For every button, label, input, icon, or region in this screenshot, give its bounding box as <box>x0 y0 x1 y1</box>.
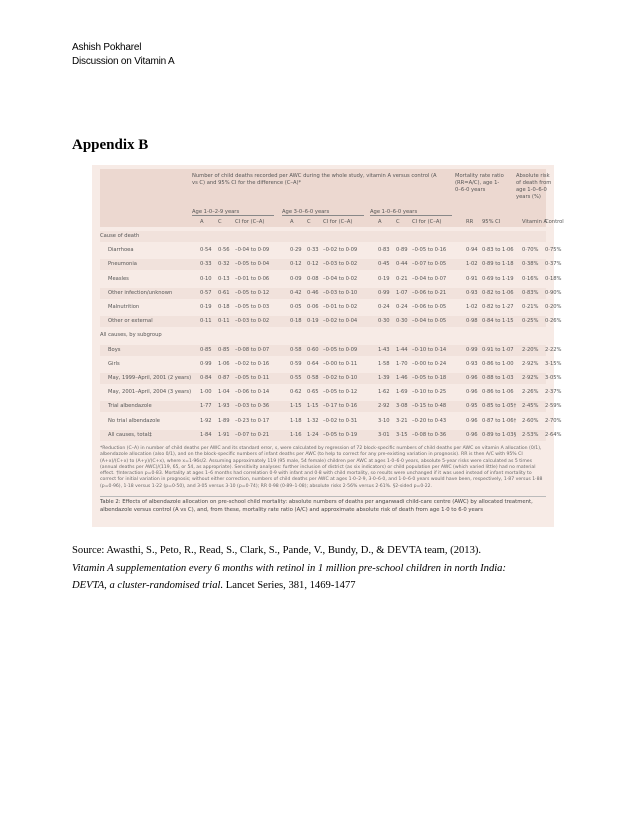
table-cell: –0·02 to 0·31 <box>323 417 358 424</box>
column-header: 95% CI <box>482 219 501 225</box>
table-cell: 0·10 <box>200 275 212 282</box>
table-row <box>100 245 562 256</box>
table-cell: 0·57 <box>200 289 212 296</box>
page-header <box>72 41 175 69</box>
table-cell: –0·02 to 0·09 <box>323 247 358 254</box>
author-name: Ashish Pokharel <box>72 42 142 53</box>
appendix-heading: Appendix B <box>72 137 149 153</box>
table-cell: 1·02 <box>466 304 478 310</box>
table-cell: 0·37% <box>545 261 562 268</box>
column-header: A <box>378 219 382 225</box>
table-cell: 0·38% <box>522 261 539 268</box>
table-cell: 1·77 <box>200 403 212 410</box>
table-row <box>100 302 562 313</box>
table-cell: 1·44 <box>396 346 408 353</box>
table-cell: 0·89 to 1·03§ <box>482 431 517 438</box>
table-cell: 1·32 <box>307 417 319 424</box>
table-caption: Table 2: Effects of albendazole allocation on pre-school child mortality: absolute numbers of deaths per anganwadi child-care centre (AWC) by allocated treatment, albendazole versus control (A vs C), and, from these, mortality rate ratio (A/C) and approximate absolute risk of death from age 1·0 to 6·0 years <box>100 496 546 514</box>
table-cell: 0·91 <box>466 275 478 282</box>
table-cell: 0·12 <box>307 261 319 268</box>
table-cell: 0·98 <box>466 318 478 325</box>
table-cell: 0·09 <box>290 275 302 282</box>
row-label: All causes, total‡ <box>108 431 152 438</box>
table-cell: 2·70% <box>545 417 562 424</box>
table-cell: 2·45% <box>522 403 539 410</box>
table-cell: 0·94 <box>466 247 478 254</box>
table-cell: 0·75% <box>545 247 562 254</box>
table-cell: 0·89 <box>396 247 408 254</box>
table-cell: 0·19 <box>200 304 212 310</box>
table-cell: 1·16 <box>290 431 302 438</box>
column-header: CI for (C–A) <box>412 219 442 225</box>
table-cell: 0·59 <box>290 360 302 367</box>
table-cell: –0·04 to 0·02 <box>323 275 358 282</box>
table-cell: 0·11 <box>218 318 230 325</box>
table-cell: –0·04 to 0·09 <box>235 247 270 254</box>
table-cell: 0·55 <box>290 375 302 381</box>
table-cell: 0·24 <box>378 304 390 310</box>
table-top-title: Number of child deaths recorded per AWC during the whole study, vitamin A versus control (A vs C) and 95% CI for the difference (C–A)* <box>192 173 437 186</box>
table-cell: 1·15 <box>307 403 319 410</box>
table-cell: –0·05 to 0·18 <box>412 375 447 381</box>
table-cell: 3·08 <box>396 403 408 410</box>
table-cell: 0·70% <box>522 247 539 254</box>
table-cell: –0·05 to 0·16 <box>412 247 447 254</box>
source-journal: Lancet Series, 381, 1469-1477 <box>223 580 356 591</box>
table-cell: 1·46 <box>396 375 408 381</box>
column-header: CI for (C–A) <box>323 219 353 225</box>
table-row <box>100 231 546 242</box>
table-ratio-title: Mortality rate ratio (RR=A/C), age 1-0–6-0 years <box>455 173 504 193</box>
table-cell: 0·99 <box>466 346 478 353</box>
table-cell: 0·06 <box>307 304 319 310</box>
column-header: C <box>396 219 400 225</box>
group-header-1: Age 1-0–2-9 years <box>192 209 274 216</box>
table-cell: 1·06 <box>218 360 230 367</box>
table-cell: 0·82 to 1·27 <box>482 304 514 310</box>
table-cell: 2·37% <box>545 389 562 396</box>
table-cell: –0·08 to 0·07 <box>235 346 270 353</box>
table-cell: –0·05 to 0·11 <box>235 375 270 381</box>
table-cell: 0·99 <box>378 289 390 296</box>
table-footnote: *Reduction (C–A) in number of child deaths per AWC and its standard error, s, were calculated by regression of 72 block-specific numbers of child deaths per AWC on vitamin A allocation (0/1), albendazole allocation (also 0/1), and on the block-specific numbers of infant deaths per AWC (to help to correct for any pre-existing variation in prognosis). RR is then A/C with 95% CI (A+x)/(C+x) to (A+y)/(C+x), where x=1·96s/2. Assuming approximately 119 (95 male, 54 female) children per AWC at ages 1·0–6·0 years, absolute 5-year risks were calculated as 5 times (annual deaths per AWC)/(119, 65, or 54, as appropriate). Sensitivity analyses: further inclusion of district (as six indicators) or child population per AWC (which varied little) had no material effect. †Interaction p=0·83. Mortality at ages 1–6 months had correlation 0·9 with infant and 0·8 with child mortality, so results were unchanged if it was used instead of infant mortality to correct for initial variation in prognosis; without either correction, numbers of child deaths per AWC at ages 1·0–2·9, 3·0–6·0, and 1·0–6·0 years would have been, respectively, 1·87 versus 1·88 (p=0·96), 1·18 versus 1·22 (p=0·50), and 3·05 versus 3·10 (p=0·74); RR 0·98 (0·89–1·08); absolute risks 2·56% versus 2·61%. §2-sided p=0·22. <box>100 446 543 489</box>
table-cell: 0·44 <box>396 261 408 268</box>
table-cell: –0·06 to 0·21 <box>412 289 447 296</box>
table-cell: 1·02 <box>466 261 478 268</box>
column-header: A <box>290 219 294 225</box>
table-cell: –0·06 to 0·05 <box>412 304 447 310</box>
table-row <box>100 359 562 370</box>
table-cell: –0·15 to 0·48 <box>412 403 447 410</box>
table-cell: 3·15% <box>545 360 562 367</box>
table-cell: 2·26% <box>522 389 539 396</box>
column-header: CI for (C–A) <box>235 219 265 225</box>
table-cell: –0·03 to 0·10 <box>323 289 358 296</box>
table-cell: 0·84 to 1·15 <box>482 318 514 325</box>
table-cell: 0·91 to 1·07 <box>482 346 514 353</box>
table-cell: –0·05 to 0·12 <box>235 289 270 296</box>
table-cell: 3·15 <box>396 431 408 438</box>
table-cell: 0·93 <box>466 360 478 367</box>
table-cell: 1·91 <box>218 431 230 438</box>
table-cell: –0·05 to 0·03 <box>235 304 270 310</box>
row-label: Girls <box>108 360 120 367</box>
source-title-line-1: Vitamin A supplementation every 6 months with retinol in 1 million pre-school children in north India: <box>72 562 507 574</box>
table-row <box>100 373 562 384</box>
table-cell: –0·05 to 0·19 <box>323 431 358 438</box>
table-cell: –0·00 to 0·24 <box>412 360 447 367</box>
table-cell: –0·03 to 0·36 <box>235 403 270 410</box>
row-label: Cause of death <box>100 233 140 239</box>
table-cell: –0·20 to 0·43 <box>412 417 447 424</box>
table-cell: 0·87 <box>218 375 230 381</box>
table-cell: 0·26% <box>545 318 562 325</box>
table-cell: 0·18 <box>218 304 230 310</box>
source-authors: Source: Awasthi, S., Peto, R., Read, S., Clark, S., Pande, V., Bundy, D., & DEVTA team, (2013). <box>72 545 482 556</box>
row-label: Measles <box>108 275 129 282</box>
column-header: Vitamin A <box>522 219 548 225</box>
table-cell: 0·83% <box>522 289 539 296</box>
table-cell: –0·10 to 0·14 <box>412 346 447 353</box>
table-cell: 0·32 <box>218 261 230 268</box>
table-cell: 1·92 <box>200 417 212 424</box>
table-cell: 2·60% <box>522 417 539 424</box>
table-cell: 0·99 <box>200 360 212 367</box>
table-cell: –0·05 to 0·04 <box>235 261 270 268</box>
table-cell: 0·86 to 1·00 <box>482 360 514 367</box>
table-cell: 2·20% <box>522 346 539 353</box>
row-label: Pneumonia <box>108 261 137 268</box>
table-cell: 0·18 <box>290 318 302 325</box>
table-cell: –0·07 to 0·05 <box>412 261 447 268</box>
row-label: Malnutrition <box>108 304 140 310</box>
column-header: Control <box>545 219 564 225</box>
table-row <box>100 430 562 441</box>
table-cell: 1·89 <box>218 417 230 424</box>
table-cell: 1·07 <box>396 289 408 296</box>
table-cell: 1·62 <box>378 389 390 396</box>
table-row <box>100 345 562 356</box>
table-cell: 0·42 <box>290 289 302 296</box>
table-risk-title: Absolute risk of death from age 1-0–6-0 years (%) <box>516 173 552 200</box>
table-cell: 1·43 <box>378 346 390 353</box>
table-cell: 0·13 <box>218 275 230 282</box>
table-cell: –0·10 to 0·25 <box>412 389 447 396</box>
table-cell: 0·95 <box>466 403 478 410</box>
table-cell: 0·85 <box>218 346 230 353</box>
table-cell: –0·23 to 0·17 <box>235 417 270 424</box>
table-cell: 0·18% <box>545 275 562 282</box>
table-cell: –0·01 to 0·06 <box>235 275 270 282</box>
table-cell: 0·65 <box>307 389 319 396</box>
table-cell: 1·00 <box>200 389 212 396</box>
table-cell: 3·05% <box>545 375 562 381</box>
table-cell: 1·69 <box>396 389 408 396</box>
table-cell: 0·89 to 1·18 <box>482 261 514 268</box>
table-cell: 0·96 <box>466 431 478 438</box>
table-row <box>100 259 562 270</box>
table-row <box>100 330 546 341</box>
table-cell: 0·33 <box>307 247 319 254</box>
table-cell: 0·19 <box>307 318 319 325</box>
table-cell: 0·19 <box>378 275 390 282</box>
table-cell: 0·96 <box>466 375 478 381</box>
row-label: Trial albendazole <box>108 403 152 410</box>
table-cell: 0·62 <box>290 389 302 396</box>
table-cell: 0·96 <box>466 417 478 424</box>
table-row <box>100 416 562 427</box>
table-cell: 2·53% <box>522 431 539 438</box>
table-cell: 1·39 <box>378 375 390 381</box>
group-header-3: Age 1-0–6-0 years <box>370 209 452 216</box>
table-cell: 0·64 <box>307 360 319 367</box>
table-cell: –0·02 to 0·16 <box>235 360 270 367</box>
table-cell: –0·04 to 0·07 <box>412 275 447 282</box>
row-label: Other or external <box>108 318 153 325</box>
table-cell: 1·18 <box>290 417 302 424</box>
column-header: C <box>307 219 311 225</box>
table-cell: 1·84 <box>200 431 212 438</box>
table-cell: 0·87 to 1·06† <box>482 417 517 424</box>
table-cell: –0·03 to 0·02 <box>235 318 270 325</box>
table-cell: 0·69 to 1·19 <box>482 275 514 282</box>
row-label: Diarrhoea <box>108 247 134 254</box>
table-cell: 2·59% <box>545 403 562 410</box>
table-cell: 0·08 <box>307 275 319 282</box>
table-cell: 0·29 <box>290 247 302 254</box>
table-cell: 3·10 <box>378 417 390 424</box>
table-cell: 0·86 to 1·06 <box>482 389 514 396</box>
table-cell: 0·25% <box>522 318 539 325</box>
table-cell: 0·33 <box>200 261 212 268</box>
table-cell: 0·45 <box>378 261 390 268</box>
table-cell: –0·03 to 0·02 <box>323 261 358 268</box>
table-cell: 0·83 to 1·06 <box>482 247 514 254</box>
table-cell: 2·22% <box>545 346 562 353</box>
table-cell: 0·60 <box>307 346 319 353</box>
table-cell: 0·85 to 1·05† <box>482 403 517 410</box>
table-cell: 2·92 <box>378 403 390 410</box>
table-cell: 0·82 to 1·06 <box>482 289 514 296</box>
table-cell: –0·01 to 0·02 <box>323 304 358 310</box>
table-cell: –0·02 to 0·04 <box>323 318 358 325</box>
table-cell: 0·88 to 1·03 <box>482 375 514 381</box>
table-row <box>100 274 562 285</box>
column-header: RR <box>466 219 474 225</box>
table-cell: 0·05 <box>290 304 302 310</box>
table-cell: 1·58 <box>378 360 390 367</box>
table-cell: 0·16% <box>522 275 539 282</box>
table-cell: 0·20% <box>545 304 562 310</box>
table-cell: 2·92% <box>522 360 539 367</box>
table-cell: 3·01 <box>378 431 390 438</box>
table-cell: 0·30 <box>396 318 408 325</box>
table-cell: 0·61 <box>218 289 230 296</box>
document-subtitle: Discussion on Vitamin A <box>72 56 175 67</box>
table-cell: –0·08 to 0·36 <box>412 431 447 438</box>
group-header-2: Age 3-0–6-0 years <box>282 209 364 216</box>
table-cell: 0·85 <box>200 346 212 353</box>
table-row <box>100 288 562 299</box>
table-cell: –0·17 to 0·16 <box>323 403 358 410</box>
table-cell: 2·92% <box>522 375 539 381</box>
source-title-line-2: DEVTA, a cluster-randomised trial. <box>72 580 224 591</box>
row-label: May, 2001–April, 2004 (3 years) <box>108 389 192 396</box>
table-cell: 0·46 <box>307 289 319 296</box>
table-row <box>100 316 562 327</box>
row-label: Boys <box>108 346 121 353</box>
table-cell: 0·24 <box>396 304 408 310</box>
table-image <box>92 165 564 527</box>
table-cell: 0·93 <box>466 289 478 296</box>
table-cell: 2·64% <box>545 431 562 438</box>
table-cell: –0·05 to 0·12 <box>323 389 358 396</box>
table-cell: 0·30 <box>378 318 390 325</box>
row-label: Other infection/unknown <box>108 289 173 296</box>
table-cell: –0·05 to 0·09 <box>323 346 358 353</box>
table-cell: –0·02 to 0·10 <box>323 375 358 381</box>
table-cell: 1·93 <box>218 403 230 410</box>
table-cell: 0·58 <box>290 346 302 353</box>
table-cell: 0·21% <box>522 304 539 310</box>
table-row <box>100 401 562 412</box>
source-citation <box>72 542 592 595</box>
table-cell: 0·21 <box>396 275 408 282</box>
table-cell: 0·54 <box>200 247 212 254</box>
table-cell: 0·90% <box>545 289 562 296</box>
column-header: C <box>218 219 222 225</box>
table-cell: 1·24 <box>307 431 319 438</box>
table-cell: 0·83 <box>378 247 390 254</box>
table-cell: 1·15 <box>290 403 302 410</box>
row-label: May, 1999–April, 2001 (2 years) <box>108 375 192 381</box>
column-header: A <box>200 219 204 225</box>
row-label: No trial albendazole <box>108 417 160 424</box>
table-cell: 1·04 <box>218 389 230 396</box>
table-cell: 0·56 <box>218 247 230 254</box>
table-cell: 3·21 <box>396 417 408 424</box>
table-cell: 0·11 <box>200 318 212 325</box>
table-cell: –0·06 to 0·14 <box>235 389 270 396</box>
table-cell: –0·00 to 0·11 <box>323 360 358 367</box>
table-cell: 1·70 <box>396 360 408 367</box>
table-cell: 0·58 <box>307 375 319 381</box>
table-cell: 0·84 <box>200 375 212 381</box>
table-cell: –0·04 to 0·05 <box>412 318 447 325</box>
table-cell: 0·96 <box>466 389 478 396</box>
table-cell: 0·12 <box>290 261 302 268</box>
row-label: All causes, by subgroup <box>100 332 162 339</box>
table-cell: –0·07 to 0·21 <box>235 431 270 438</box>
table-row <box>100 387 562 398</box>
